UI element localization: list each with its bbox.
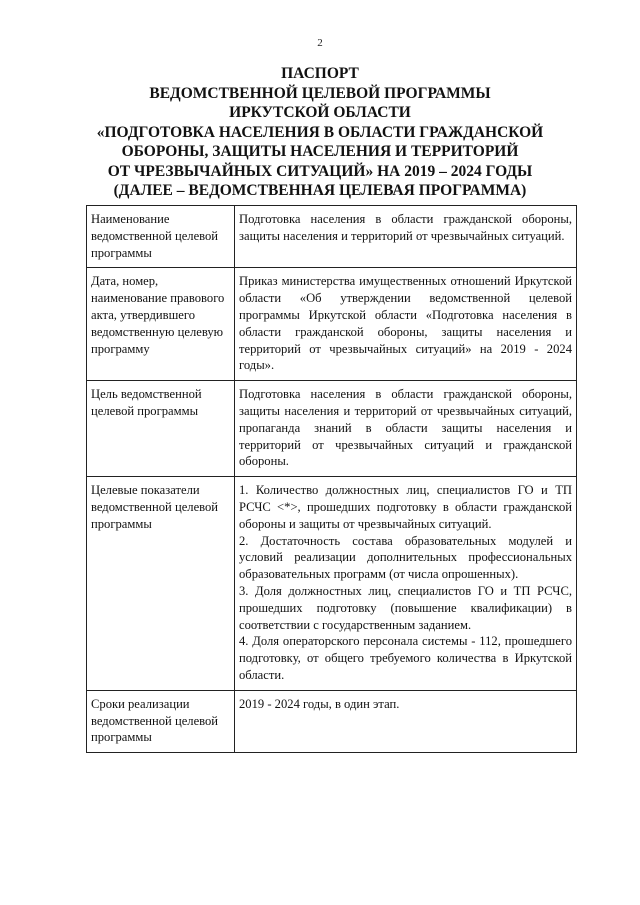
passport-table (86, 205, 577, 753)
indicator-item: 3. Доля должностных лиц, специалистов ГО и ТП РСЧС, прошедших подготовку (повышение квалификации) в соответствии с государственным заданием. (239, 583, 572, 632)
table-row (87, 206, 577, 268)
row-label-program-goal: Цель ведомственной целевой программы (87, 381, 235, 477)
title-line: ОТ ЧРЕЗВЫЧАЙНЫХ СИТУАЦИЙ» НА 2019 – 2024 ГОДЫ (107, 162, 533, 180)
row-value-target-indicators (235, 477, 577, 691)
value-paragraph: Подготовка населения в области гражданской обороны, защиты населения и территорий от чрезвычайных ситуаций. (239, 212, 572, 243)
value-paragraph: Подготовка населения в области гражданской обороны, защиты населения и территорий от чрезвычайных ситуаций, пропаганда знаний в области защиты населения и территорий от чрезвычайных ситуаций и гражданской обороны. (239, 387, 572, 469)
title-line: «ПОДГОТОВКА НАСЕЛЕНИЯ В ОБЛАСТИ ГРАЖДАНСКОЙ (96, 123, 544, 141)
row-value-timeline (235, 690, 577, 752)
title-line: ВЕДОМСТВЕННОЙ ЦЕЛЕВОЙ ПРОГРАММЫ (149, 84, 491, 102)
title-line: ИРКУТСКОЙ ОБЛАСТИ (229, 104, 411, 121)
table-row (87, 690, 577, 752)
indicator-item: 4. Доля операторского персонала системы - 112, прошедшего подготовку, от общего требуемого количества в Иркутской области. (239, 634, 572, 682)
title-line: (ДАЛЕЕ – ВЕДОМСТВЕННАЯ ЦЕЛЕВАЯ ПРОГРАММА) (113, 182, 527, 199)
row-label-program-name: Наименование ведомственной целевой программы (87, 206, 235, 268)
title-line: ОБОРОНЫ, ЗАЩИТЫ НАСЕЛЕНИЯ И ТЕРРИТОРИЙ (121, 143, 519, 160)
value-paragraph: 2019 - 2024 годы, в один этап. (239, 696, 400, 711)
table-row (87, 268, 577, 381)
row-value-program-name (235, 206, 577, 268)
row-value-legal-act (235, 268, 577, 381)
row-label-timeline: Сроки реализации ведомственной целевой программы (87, 690, 235, 752)
indicator-item: 2. Достаточность состава образовательных модулей и условий реализации дополнительных профессиональных образовательных программ (от числа опрошенных). (239, 533, 572, 582)
table-row (87, 381, 577, 477)
indicator-item: 1. Количество должностных лиц, специалистов ГО и ТП РСЧС <*>, прошедших подготовку в области гражданской обороны и защиты от чрезвычайных ситуаций. (239, 483, 572, 531)
title-line: ПАСПОРТ (281, 65, 359, 82)
row-value-program-goal (235, 381, 577, 477)
table-row (87, 477, 577, 691)
row-label-target-indicators: Целевые показатели ведомственной целевой программы (87, 477, 235, 691)
row-label-legal-act: Дата, номер, наименование правового акта, утвердившего ведомственную целевую программу (87, 268, 235, 381)
value-paragraph: Приказ министерства имущественных отношений Иркутской области «Об утверждении ведомственной целевой программы Иркутской области «Подготовка населения в области гражданской обороны, защиты населения и территорий от чрезвычайных ситуаций» на 2019 - 2024 годы». (239, 274, 572, 373)
page-number: 2 (317, 37, 323, 49)
document-title (60, 64, 580, 201)
